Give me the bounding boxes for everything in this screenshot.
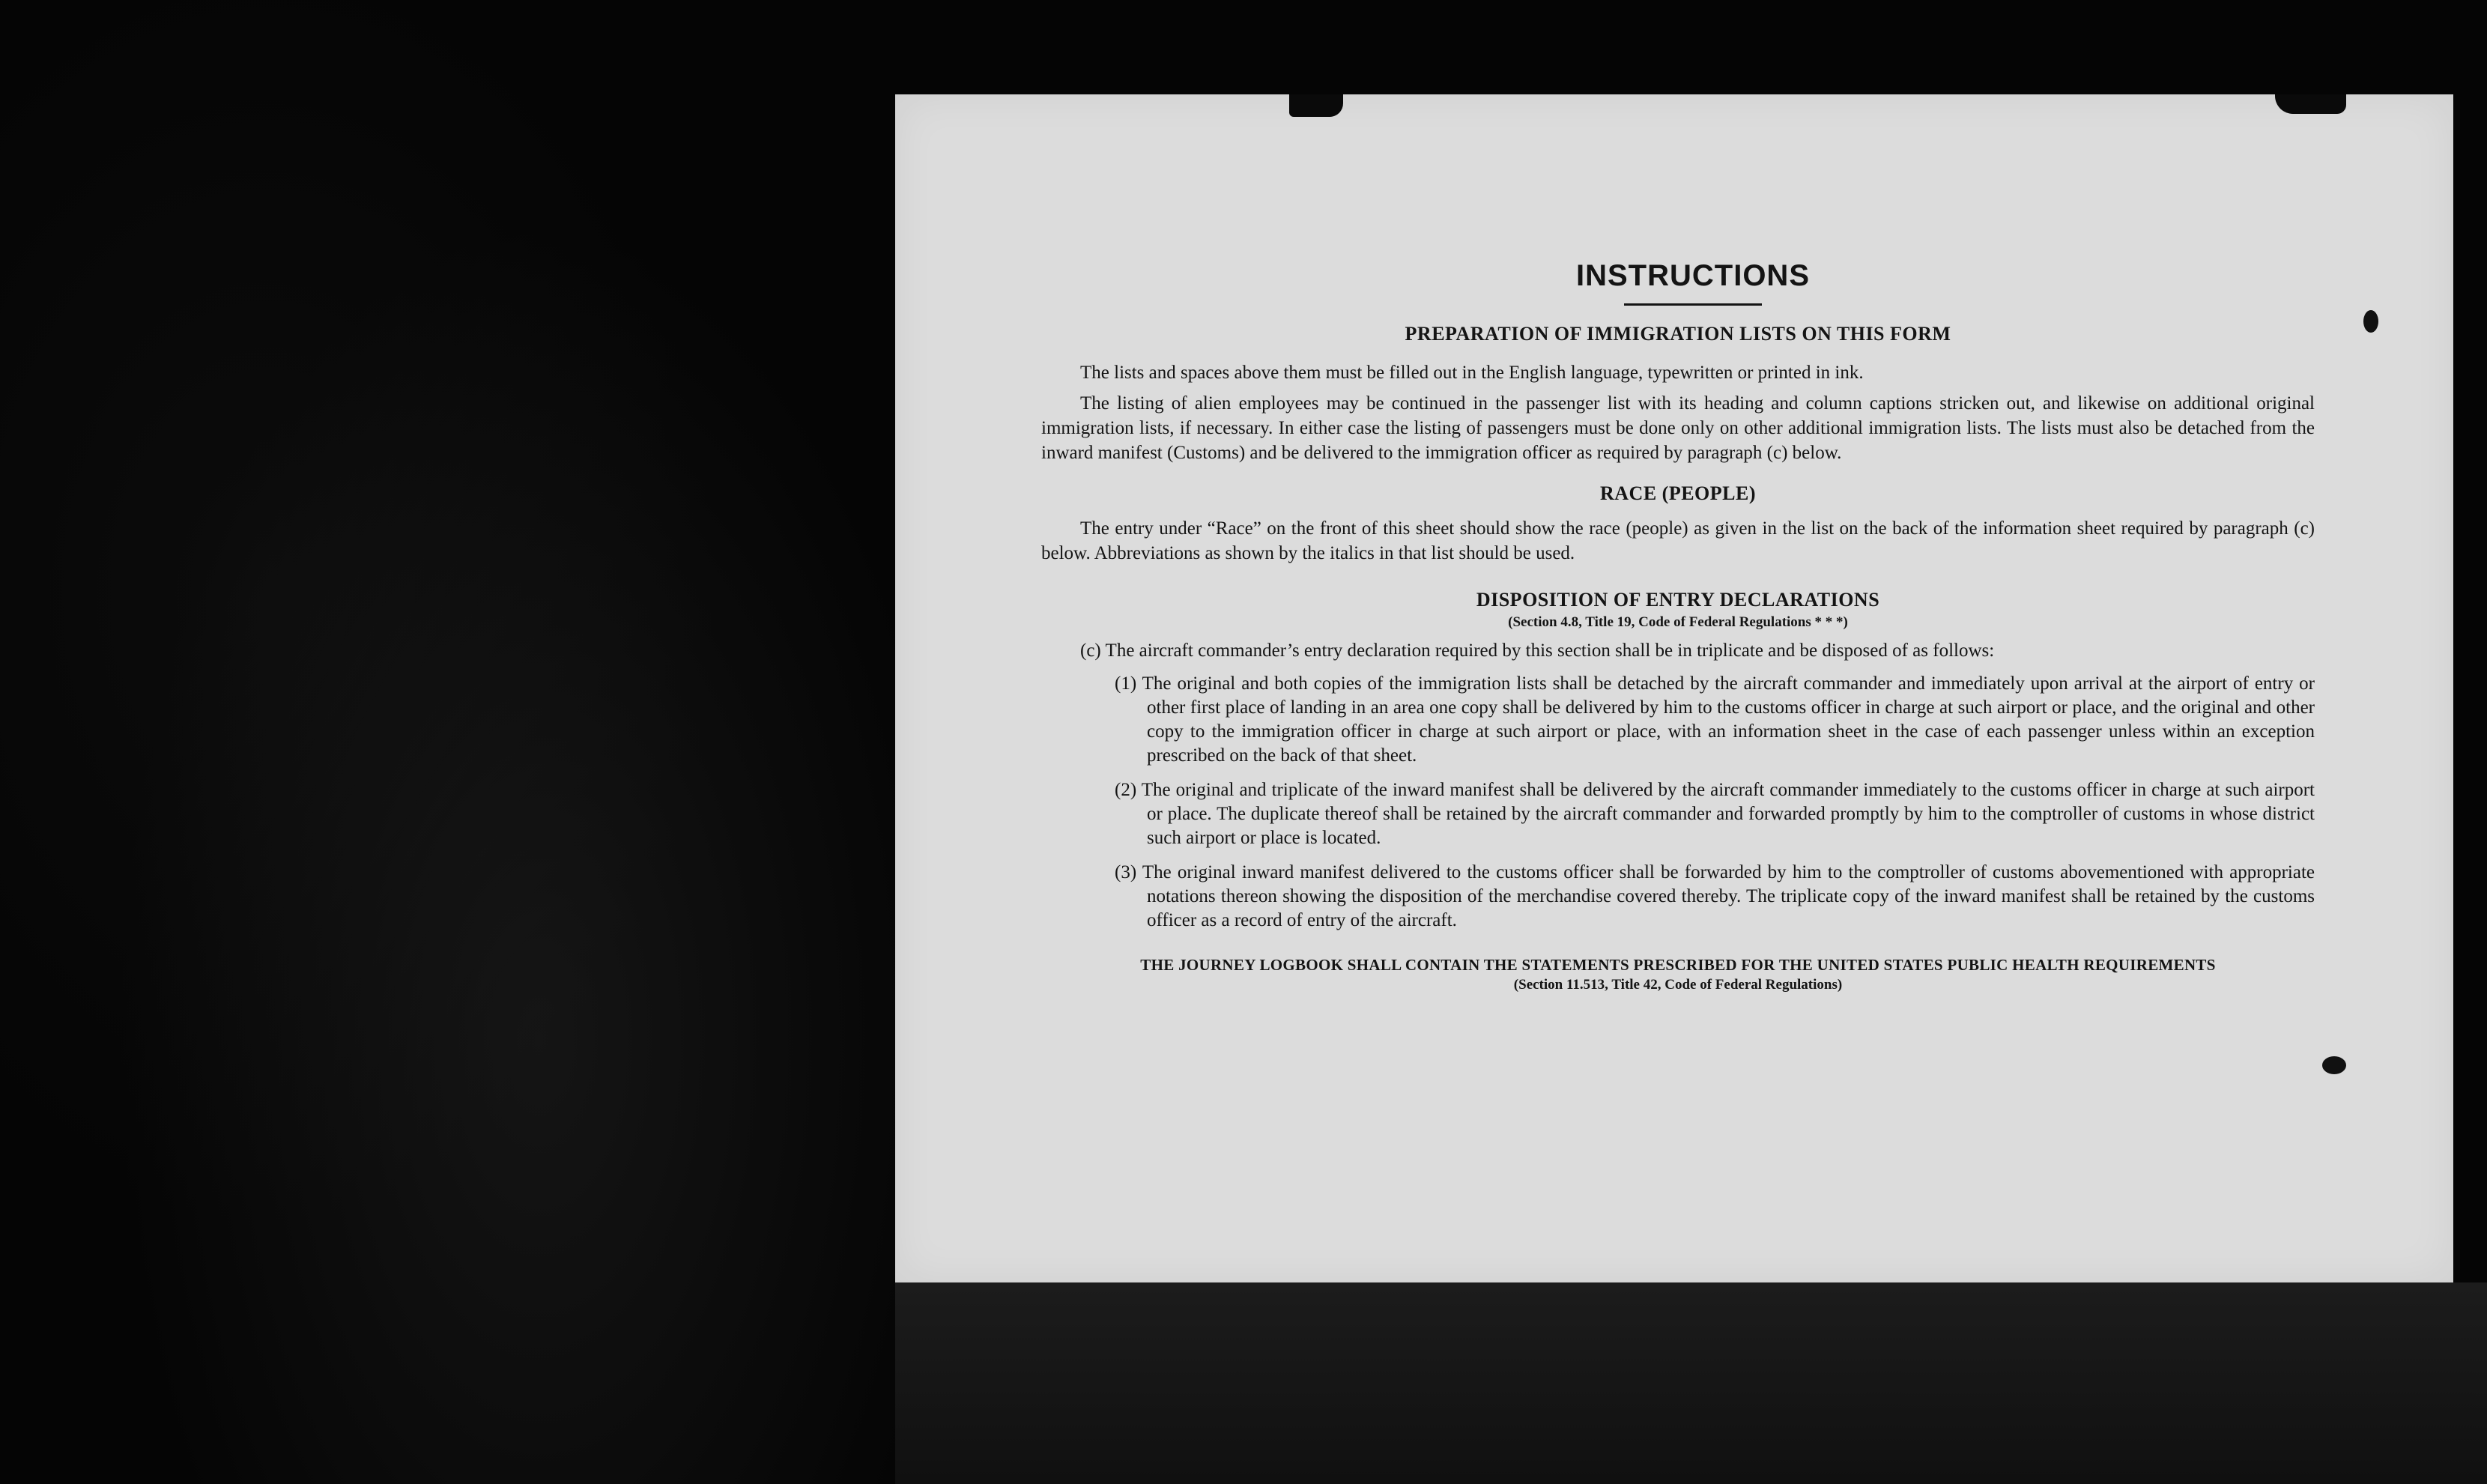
section-heading-disposition: DISPOSITION OF ENTRY DECLARATIONS — [1476, 589, 1880, 611]
footer-health-requirements: THE JOURNEY LOGBOOK SHALL CONTAIN THE STATEMENTS PRESCRIBED FOR THE UNITED STATES PUBLIC HEALTH REQUIREMENTS — [1140, 955, 2216, 974]
paragraph-alien-employees: The listing of alien employees may be continued in the passenger list with its heading and column captions stricken out, and likewise on additional original immigration lists, if necessary. In either case the listing of passengers must be done only on other additional immigration lists. The lists must also be detached from the inward manifest (Customs) and be delivered to the immigration officer as required by paragraph (c) below. — [1041, 393, 2315, 463]
paragraph-language: The lists and spaces above them must be filled out in the English language, typewritten or printed in ink. — [1080, 362, 1864, 383]
binding-tab-left — [1289, 94, 1343, 117]
paragraph-race: The entry under “Race” on the front of this sheet should show the race (people) as given in the list on the back of the information sheet required by paragraph (c) below. Abbreviations as shown by the italics in that list should be used. — [1041, 518, 2315, 563]
list-item: (2) The original and triplicate of the inward manifest shall be delivered by the aircraft commander immediately to the customs officer in charge at such airport or place. The duplicate thereof shall be retained by the aircraft commander and forwarded promptly by him to the comptroller of customs in whose district such airport or place is located. — [1115, 779, 2315, 848]
document-sheet — [895, 94, 2453, 1282]
footer-citation: (Section 11.513, Title 42, Code of Federal Regulations) — [1513, 976, 1843, 993]
list-item: (1) The original and both copies of the immigration lists shall be detached by the aircraft commander and immediately upon arrival at the airport of entry or other first place of landing in an area one copy shall be delivered by him to the customs officer in charge at such airport or place, and the original and other copy to the immigration officer in charge at such airport or place, with an information sheet in the case of each passenger unless within an exception prescribed on the back of that sheet. — [1115, 673, 2315, 766]
paragraph-disposition-intro: (c) The aircraft commander’s entry declaration required by this section shall be in triplicate and be disposed of as follows: — [1080, 640, 1995, 661]
scan-background — [0, 0, 899, 1484]
section-heading-race: RACE (PEOPLE) — [1600, 482, 1756, 504]
citation-disposition: (Section 4.8, Title 19, Code of Federal Regulations * * *) — [1508, 614, 1848, 630]
title-underline — [1624, 303, 1762, 306]
punch-hole-mark — [2322, 1056, 2346, 1074]
punch-hole-mark — [2363, 310, 2378, 333]
scan-bottom-shadow — [895, 1282, 2487, 1484]
list-item: (3) The original inward manifest delivered to the customs officer shall be forwarded by him to the comptroller of customs abovementioned with appropriate notations thereon showing the disposition of the merchandise covered thereby. The triplicate copy of the inward manifest shall be retained by the customs officer as a record of entry of the aircraft. — [1115, 861, 2315, 930]
binding-tab-right — [2275, 94, 2346, 114]
document-body — [1041, 259, 2315, 993]
section-heading-preparation: PREPARATION OF IMMIGRATION LISTS ON THIS FORM — [1405, 323, 1951, 345]
page-title: INSTRUCTIONS — [1576, 259, 1810, 292]
